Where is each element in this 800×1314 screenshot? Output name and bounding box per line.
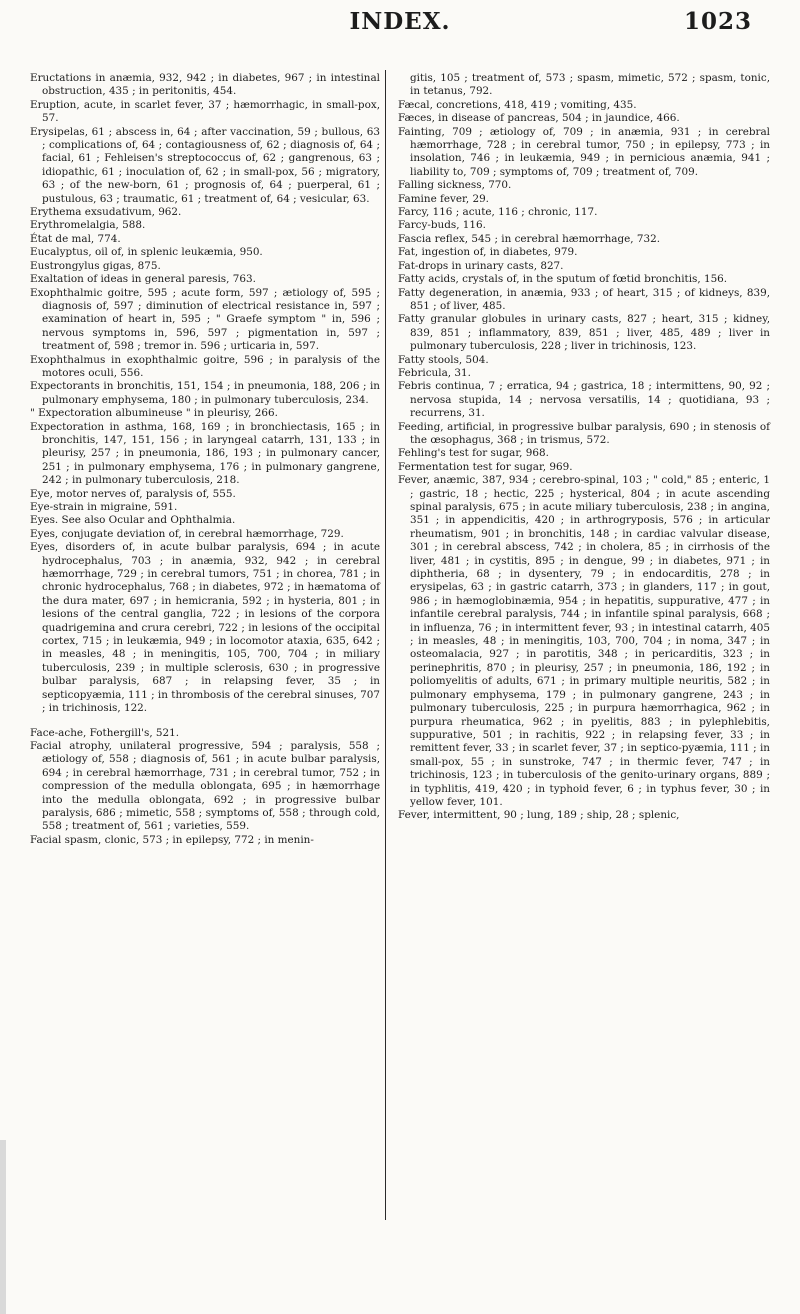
index-entry: Exophthalmic goitre, 595 ; acute form, 597 ; ætiology of, 595 ; diagnosis of, 597 ; diminution of electrical resistance in, 597 ; examination of heart in, 595 ; " Graefe symptom " in, 596 ; nervous symptoms in, 596, 597 ; pigmentation in, 597 ; treatment of, 598 ; tremor in. 596 ; urticaria in, 597. [30,286,380,353]
index-entry: Febris continua, 7 ; erratica, 94 ; gastrica, 18 ; intermittens, 90, 92 ; nervosa stupida, 14 ; nervosa versatilis, 14 ; quotidiana, 93 ; recurrens, 31. [398,380,770,420]
index-entry: Eruption, acute, in scarlet fever, 37 ; hæmorrhagic, in small-pox, 57. [30,98,380,125]
index-entry: Fever, intermittent, 90 ; lung, 189 ; ship, 28 ; splenic, [398,809,680,822]
column-divider [385,70,386,1220]
index-entry: Erythromelalgia, 588. [30,219,146,232]
index-entry: Feeding, artificial, in progressive bulbar paralysis, 690 ; in stenosis of the œsophagus, 368 ; in trismus, 572. [398,420,770,446]
index-entry: Fatty granular globules in urinary casts, 827 ; heart, 315 ; kidney, 839, 851 ; inflammatory, 839, 851 ; liver, 485, 489 ; liver in pulmonary tuberculosis, 228 ; liver in trichinosis, 123. [398,313,770,353]
index-entry: gitis, 105 ; treatment of, 573 ; spasm, mimetic, 572 ; spasm, tonic, in tetanus, 792. [410,72,770,98]
index-entry: Febricula, 31. [398,366,471,379]
scan-edge-mark [0,1140,6,1314]
index-entry: Fermentation test for sugar, 969. [398,460,573,473]
index-entry: Face-ache, Fothergill's, 521. [30,726,180,739]
index-entry: Famine fever, 29. [398,192,489,205]
index-entry: Eyes, conjugate deviation of, in cerebral hæmorrhage, 729. [30,527,344,540]
index-entry: Exophthalmus in exophthalmic goitre, 596 ; in paralysis of the motores oculi, 556. [30,353,380,379]
section-gap [30,716,380,727]
index-entry: Fehling's test for sugar, 968. [398,447,549,460]
index-entry: Fat-drops in urinary casts, 827. [398,259,564,272]
index-entry: Erysipelas, 61 ; abscess in, 64 ; after vaccination, 59 ; bullous, 63 ; complications of, 64 ; contagiousness of, 62 ; diagnosis of, 64 ; facial, 61 ; Fehleisen's streptococcus of, 62 ; gangrenous, 63 ; idiopathic, 61 ; inoculation of, 62 ; in small-pox, 56 ; migratory, 63 ; of the new-born, 61 ; prognosis of, 64 ; puerperal, 61 ; pustulous, 63 ; traumatic, 61 ; treatment of, 64 ; vesicular, 63. [30,125,380,205]
index-entry: Expectorants in bronchitis, 151, 154 ; in pneumonia, 188, 206 ; in pulmonary emphysema, 180 ; in pulmonary tuberculosis, 234. [30,380,380,406]
index-entry: Falling sickness, 770. [398,179,512,192]
index-left-column [30,72,380,847]
index-right-column [398,72,770,823]
index-entry: Fascia reflex, 545 ; in cerebral hæmorrhage, 732. [398,232,661,245]
index-entry: Eye, motor nerves of, paralysis of, 555. [30,487,236,500]
index-entry: Fatty acids, crystals of, in the sputum of fœtid bronchitis, 156. [398,273,728,286]
index-entry: Eructations in anæmia, 932, 942 ; in diabetes, 967 ; in intestinal obstruction, 435 ; in peritonitis, 454. [30,72,380,98]
index-entry: Facial atrophy, unilateral progressive, 594 ; paralysis, 558 ; ætiology of, 558 ; diagnosis of, 561 ; in acute bulbar paralysis, 694 ; in cerebral hæmorrhage, 731 ; in cerebral tumor, 752 ; in compression of the medulla oblongata, 695 ; in hæmorrhage into the medulla oblongata, 692 ; in progressive bulbar paralysis, 686 ; mimetic, 558 ; symptoms of, 558 ; through cold, 558 ; treatment of, 561 ; varieties, 559. [30,739,380,833]
index-entry: Farcy-buds, 116. [398,219,486,232]
index-entry: Facial spasm, clonic, 573 ; in epilepsy, 772 ; in menin- [30,833,314,846]
page-number: 1023 [683,8,752,35]
index-entry: État de mal, 774. [30,232,121,245]
index-entry: Fainting, 709 ; ætiology of, 709 ; in anæmia, 931 ; in cerebral hæmorrhage, 728 ; in cerebral tumor, 750 ; in epilepsy, 773 ; in insolation, 746 ; in leukæmia, 949 ; in pernicious anæmia, 941 ; liability to, 709 ; symptoms of, 709 ; treatment of, 709. [398,125,770,178]
index-entry: Fat, ingestion of, in diabetes, 979. [398,246,578,259]
index-entry: Fæces, in disease of pancreas, 504 ; in jaundice, 466. [398,112,680,125]
index-entry: Fatty stools, 504. [398,353,489,366]
page-title: INDEX. [349,8,451,35]
index-entry: Fatty degeneration, in anæmia, 933 ; of heart, 315 ; of kidneys, 839, 851 ; of liver, 485. [398,286,770,312]
index-entry: Expectoration in asthma, 168, 169 ; in bronchiectasis, 165 ; in bronchitis, 147, 151, 156 ; in laryngeal catarrh, 131, 133 ; in pleurisy, 257 ; in pneumonia, 186, 193 ; in pulmonary cancer, 251 ; in pulmonary emphysema, 176 ; in pulmonary gangrene, 242 ; in pulmonary tuberculosis, 218. [30,420,380,487]
index-entry: Erythema exsudativum, 962. [30,206,182,219]
index-entry: Eyes, disorders of, in acute bulbar paralysis, 694 ; in acute hydrocephalus, 703 ; in anæmia, 932, 942 ; in cerebral hæmorrhage, 729 ; in cerebral tumors, 751 ; in chorea, 781 ; in chronic hydrocephalus, 768 ; in diabetes, 972 ; in hæmatoma of the dura mater, 697 ; in hemicrania, 592 ; in hysteria, 801 ; in lesions of the central ganglia, 722 ; in lesions of the corpora quadrigemina and crura cerebri, 722 ; in lesions of the occipital cortex, 715 ; in leukæmia, 949 ; in locomotor ataxia, 635, 642 ; in measles, 48 ; in meningitis, 105, 700, 704 ; in miliary tuberculosis, 239 ; in multiple sclerosis, 630 ; in progressive bulbar paralysis, 687 ; in relapsing fever, 35 ; in septicopyæmia, 111 ; in thrombosis of the cerebral sinuses, 707 ; in trichinosis, 122. [30,541,380,715]
index-entry: Exaltation of ideas in general paresis, 763. [30,273,256,286]
index-entry: Farcy, 116 ; acute, 116 ; chronic, 117. [398,206,598,219]
index-entry: Fever, anæmic, 387, 934 ; cerebro-spinal, 103 ; " cold," 85 ; enteric, 1 ; gastric, 18 ; hectic, 225 ; hysterical, 804 ; in acute ascending spinal paralysis, 675 ; in acute miliary tuberculosis, 238 ; in angina, 351 ; in appendicitis, 420 ; in arthrogryposis, 576 ; in articular rheumatism, 901 ; in bronchitis, 148 ; in cardiac valvular disease, 301 ; in cerebral abscess, 742 ; in cholera, 85 ; in cirrhosis of the liver, 481 ; in cystitis, 895 ; in dengue, 99 ; in diabetes, 971 ; in diphtheria, 68 ; in dysentery, 79 ; in endocarditis, 278 ; in erysipelas, 63 ; in gastric catarrh, 373 ; in glanders, 117 ; in gout, 986 ; in hæmoglobinæmia, 954 ; in hepatitis, suppurative, 477 ; in infantile cerebral paralysis, 744 ; in infantile spinal paralysis, 668 ; in influenza, 76 ; in intermittent fever, 93 ; in intestinal catarrh, 405 ; in measles, 48 ; in meningitis, 103, 700, 704 ; in noma, 347 ; in osteomalacia, 927 ; in parotitis, 348 ; in pericarditis, 323 ; in perinephritis, 870 ; in pleurisy, 257 ; in pneumonia, 186, 192 ; in poliomyelitis of adults, 671 ; in primary multiple neuritis, 582 ; in pulmonary emphysema, 179 ; in pulmonary gangrene, 243 ; in pulmonary tuberculosis, 225 ; in purpura hæmorrhagica, 962 ; in purpura rheumatica, 962 ; in pyelitis, 883 ; in pylephlebitis, suppurative, 501 ; in rachitis, 922 ; in relapsing fever, 33 ; in remittent fever, 33 ; in scarlet fever, 37 ; in septico-pyæmia, 111 ; in small-pox, 55 ; in sunstroke, 747 ; in thermic fever, 747 ; in trichinosis, 123 ; in tuberculosis of the genito-urinary organs, 889 ; in typhlitis, 419, 420 ; in typhoid fever, 6 ; in typhus fever, 30 ; in yellow fever, 101. [398,474,770,808]
index-entry: Fæcal, concretions, 418, 419 ; vomiting, 435. [398,98,637,111]
page-header [0,0,800,60]
index-entry: " Expectoration albumineuse " in pleurisy, 266. [30,407,278,420]
index-entry: Eucalyptus, oil of, in splenic leukæmia, 950. [30,246,263,259]
index-entry: Eye-strain in migraine, 591. [30,501,178,513]
index-entry: Eyes. See also Ocular and Ophthalmia. [30,514,236,527]
index-entry: Eustrongylus gigas, 875. [30,259,161,272]
